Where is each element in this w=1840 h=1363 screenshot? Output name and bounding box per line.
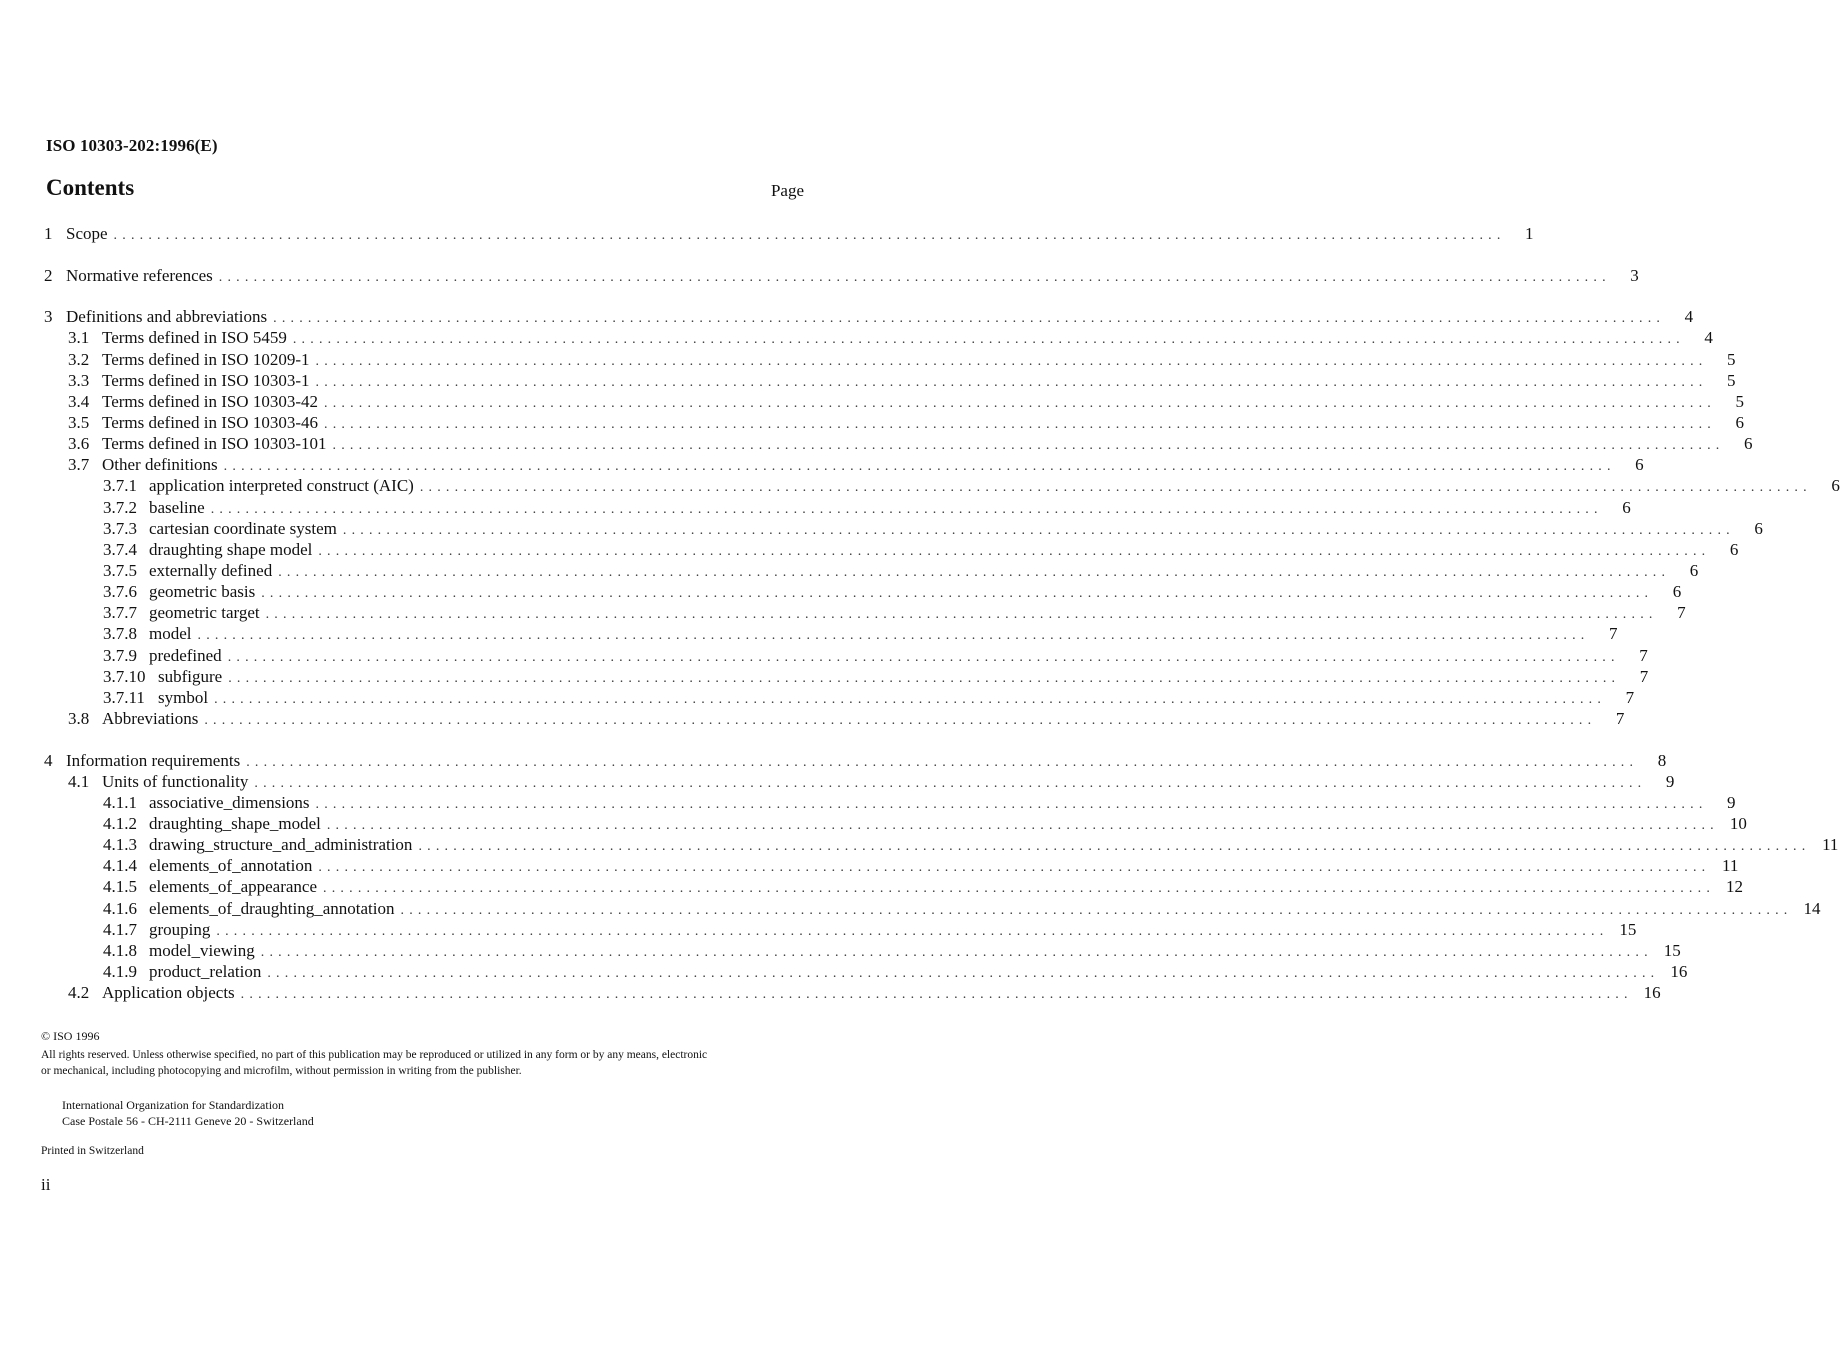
toc-entry-title: Other definitions (102, 455, 218, 475)
toc-entry-title: Definitions and abbreviations (66, 307, 268, 327)
toc-entry-title: elements_of_annotation (149, 856, 313, 876)
dot-leader: ................................................................................................................................................................ (332, 438, 1725, 454)
toc-entry[interactable] (44, 919, 1637, 940)
dot-leader: ................................................................................................................................................................ (228, 670, 1621, 686)
dot-leader: ................................................................................................................................................................ (418, 839, 1811, 855)
toc-entry-page: 7 (1639, 666, 1649, 686)
toc-entry[interactable] (44, 982, 1661, 1003)
toc-entry-number: 3.7.10 (103, 666, 146, 686)
toc-entry-page: 15 (1663, 940, 1681, 960)
toc-entry-page: 16 (1643, 983, 1661, 1003)
toc-entry-page: 1 (1525, 224, 1534, 243)
toc-entry-number: 4.1.2 (103, 814, 137, 834)
toc-entry-title: baseline (149, 497, 205, 517)
toc-entry[interactable] (44, 792, 1736, 813)
toc-entry-title: symbol (158, 687, 209, 707)
toc-entry[interactable] (44, 834, 1839, 855)
dot-leader: ................................................................................................................................................................ (324, 395, 1716, 411)
dot-leader: ................................................................................................................................................................ (204, 712, 1597, 728)
dot-leader: ................................................................................................................................................................ (210, 501, 1603, 517)
toc-entry-number: 4.1.1 (103, 792, 137, 812)
toc-entry-number: 3.7.8 (103, 624, 137, 644)
toc-entry[interactable] (44, 961, 1688, 982)
toc-entry-page: 11 (1822, 835, 1839, 855)
dot-leader: ................................................................................................................................................................ (324, 416, 1716, 432)
page-column-heading: Page (770, 181, 804, 200)
toc-entry-page: 7 (1639, 645, 1648, 665)
toc-entry-title: elements_of_draughting_annotation (149, 898, 395, 918)
toc-entry[interactable] (44, 412, 1744, 433)
dot-leader: ................................................................................................................................................................ (260, 944, 1653, 960)
toc-entry-title: Terms defined in ISO 10303-101 (102, 434, 327, 454)
toc-entry-number: 3.5 (68, 412, 90, 432)
toc-entry[interactable] (44, 349, 1736, 370)
dot-leader: ................................................................................................................................................................ (323, 881, 1716, 897)
toc-entry[interactable] (44, 433, 1753, 454)
toc-entry-number: 4.1.8 (103, 940, 137, 960)
dot-leader: ................................................................................................................................................................ (315, 374, 1708, 390)
toc-entry-number: 4.1.3 (103, 835, 137, 855)
dot-leader: ................................................................................................................................................................ (240, 987, 1633, 1003)
organization-address (62, 1097, 314, 1129)
toc-entry-title: application interpreted construct (AIC) (149, 476, 414, 496)
toc-entry-title: Information requirements (66, 750, 241, 770)
toc-entry-page: 7 (1609, 624, 1618, 644)
toc-entry-number: 3.7 (68, 455, 90, 475)
toc-entry-title: Terms defined in ISO 10303-42 (102, 391, 318, 411)
toc-entry-title: grouping (149, 919, 211, 939)
toc-entry[interactable] (44, 475, 1840, 496)
toc-entry-page: 6 (1729, 539, 1739, 559)
toc-entry[interactable] (44, 623, 1618, 644)
toc-entry-page: 6 (1744, 434, 1753, 454)
toc-entry-number: 4.1.4 (103, 856, 137, 876)
toc-entry[interactable] (44, 539, 1739, 560)
toc-entry-number: 4 (44, 750, 53, 770)
toc-entry-number: 4.1.9 (103, 962, 137, 981)
toc-entry[interactable] (44, 391, 1744, 412)
toc-entry-page: 4 (1684, 307, 1694, 327)
toc-entry-number: 1 (44, 224, 53, 243)
toc-entry-title: product_relation (149, 962, 262, 981)
dot-leader: ................................................................................................................................................................ (223, 459, 1616, 475)
dot-leader: ................................................................................................................................................................ (113, 228, 1506, 243)
toc-entry-title: draughting shape model (149, 539, 313, 559)
toc-entry-page: 6 (1735, 412, 1744, 432)
toc-entry-page: 7 (1615, 708, 1625, 728)
dot-leader: ................................................................................................................................................................ (342, 522, 1735, 538)
toc-entry-title: Terms defined in ISO 10303-46 (102, 412, 318, 432)
dot-leader: ................................................................................................................................................................ (197, 628, 1590, 644)
toc-entry-page: 6 (1831, 476, 1840, 496)
toc-entry[interactable] (44, 560, 1699, 581)
toc-entry[interactable] (44, 771, 1675, 792)
dot-leader: ................................................................................................................................................................ (318, 543, 1711, 559)
toc-entry-title: model_viewing (149, 940, 255, 960)
toc-entry-number: 3.7.2 (103, 497, 137, 517)
toc-entry-title: drawing_structure_and_administration (149, 835, 413, 855)
toc-entry-title: Units of functionality (102, 771, 249, 791)
toc-entry-page: 16 (1670, 962, 1688, 981)
toc-entry[interactable] (44, 602, 1686, 623)
toc-entry-number: 4.1.7 (103, 919, 137, 939)
dot-leader: ................................................................................................................................................................ (218, 269, 1611, 285)
document-id: ISO 10303-202:1996(E) (46, 136, 218, 155)
rights-statement (41, 1047, 811, 1079)
toc-entry[interactable] (44, 370, 1736, 391)
toc-entry[interactable] (44, 940, 1681, 961)
toc-entry-number: 3.7.5 (103, 560, 137, 580)
dot-leader: ................................................................................................................................................................ (261, 586, 1654, 602)
toc-entry-title: model (149, 624, 192, 644)
dot-leader: ................................................................................................................................................................ (326, 818, 1719, 834)
toc-entry-page: 6 (1635, 455, 1644, 475)
dot-leader: ................................................................................................................................................................ (292, 332, 1685, 348)
dot-leader: ................................................................................................................................................................ (400, 902, 1793, 918)
toc-entry-title: Normative references (66, 265, 213, 285)
toc-entry-page: 8 (1657, 750, 1667, 770)
dot-leader: ................................................................................................................................................................ (419, 480, 1812, 496)
toc-entry-title: draughting_shape_model (149, 814, 321, 834)
dot-leader: ................................................................................................................................................................ (227, 649, 1620, 665)
toc-entry[interactable] (44, 306, 1694, 327)
toc-entry-number: 3.3 (68, 370, 90, 390)
toc-entry[interactable] (44, 454, 1644, 475)
toc-entry-page: 7 (1677, 603, 1686, 623)
contents-title: Contents (46, 175, 135, 200)
toc-entry-title: Application objects (102, 983, 235, 1003)
rights-line: or mechanical, including photocopying and microfilm, without permission in writing from the publisher. (41, 1065, 522, 1077)
organization-postal-address: Case Postale 56 - CH-2111 Geneve 20 - Switzerland (62, 1114, 314, 1128)
toc-entry[interactable] (44, 666, 1649, 687)
toc-entry-number: 4.1.6 (103, 898, 137, 918)
toc-entry[interactable] (44, 855, 1739, 876)
toc-entry[interactable] (44, 327, 1713, 348)
toc-entry-number: 2 (44, 265, 53, 285)
toc-entry-title: subfigure (158, 666, 223, 686)
toc-entry-page: 6 (1622, 497, 1631, 517)
dot-leader: ................................................................................................................................................................ (315, 353, 1708, 369)
toc-entry-title: elements_of_appearance (149, 877, 318, 897)
toc-entry-page: 15 (1619, 919, 1637, 939)
dot-leader: ................................................................................................................................................................ (216, 923, 1609, 939)
toc-entry[interactable] (44, 223, 1534, 244)
toc-entry-number: 3.7.6 (103, 582, 137, 602)
dot-leader: ................................................................................................................................................................ (267, 966, 1660, 981)
toc-entry-number: 3.4 (68, 391, 90, 411)
toc-entry[interactable] (44, 750, 1667, 771)
toc-entry-number: 3.8 (68, 708, 90, 728)
table-of-contents (44, 223, 1840, 1003)
toc-entry-page: 9 (1727, 792, 1736, 812)
toc-entry-page: 12 (1726, 877, 1744, 897)
toc-entry[interactable] (44, 813, 1747, 834)
toc-entry-page: 7 (1625, 687, 1635, 707)
toc-entry-title: predefined (149, 645, 222, 665)
toc-entry-page: 11 (1721, 856, 1739, 876)
toc-entry-title: cartesian coordinate system (149, 518, 337, 538)
toc-entry-title: Terms defined in ISO 10303-1 (102, 370, 310, 390)
dot-leader: ................................................................................................................................................................ (265, 607, 1658, 623)
toc-entry-number: 3.7.1 (103, 476, 137, 496)
page-number: ii (41, 1175, 51, 1194)
toc-entry[interactable] (44, 876, 1744, 897)
toc-entry-page: 5 (1735, 391, 1744, 411)
toc-entry-number: 3 (44, 307, 53, 327)
toc-entry-page: 9 (1665, 771, 1675, 791)
dot-leader: ................................................................................................................................................................ (254, 775, 1647, 791)
organization-name: International Organization for Standardization (62, 1098, 285, 1112)
toc-entry[interactable] (44, 518, 1763, 539)
toc-entry-number: 3.7.9 (103, 645, 137, 665)
toc-entry-number: 3.7.7 (103, 603, 137, 623)
toc-entry[interactable] (44, 687, 1635, 708)
toc-entry-number: 4.1 (68, 771, 90, 791)
toc-entry[interactable] (44, 645, 1648, 666)
toc-entry-page: 5 (1727, 349, 1736, 369)
toc-entry[interactable] (44, 265, 1639, 286)
toc-entry-number: 4.2 (68, 983, 90, 1003)
toc-entry-number: 3.7.4 (103, 539, 137, 559)
toc-entry[interactable] (44, 581, 1682, 602)
toc-entry-number: 3.7.3 (103, 518, 137, 538)
toc-entry-page: 3 (1630, 265, 1639, 285)
toc-entry-number: 3.2 (68, 349, 90, 369)
dot-leader: ................................................................................................................................................................ (273, 311, 1666, 327)
dot-leader: ................................................................................................................................................................ (278, 564, 1671, 580)
toc-entry-title: geometric basis (149, 582, 256, 602)
toc-entry-number: 3.1 (68, 328, 90, 348)
toc-entry-page: 4 (1704, 328, 1713, 348)
toc-entry-number: 4.1.5 (103, 877, 137, 897)
toc-entry-title: Terms defined in ISO 10209-1 (102, 349, 310, 369)
toc-entry-page: 10 (1729, 814, 1747, 834)
dot-leader: ................................................................................................................................................................ (246, 754, 1639, 770)
rights-line: All rights reserved. Unless otherwise specified, no part of this publication may be reproduced or utilized in any form or by any means, electronic (41, 1049, 708, 1061)
toc-entry-page: 6 (1754, 518, 1763, 538)
dot-leader: ................................................................................................................................................................ (214, 691, 1607, 707)
toc-entry-page: 6 (1689, 560, 1699, 580)
toc-entry[interactable] (44, 708, 1625, 729)
toc-entry-page: 5 (1727, 370, 1736, 390)
toc-entry-title: Scope (66, 224, 108, 243)
toc-entry-title: Abbreviations (102, 708, 199, 728)
toc-entry-title: externally defined (149, 560, 273, 580)
dot-leader: ................................................................................................................................................................ (318, 860, 1711, 876)
toc-entry-number: 3.7.11 (103, 687, 145, 707)
copyright-notice: © ISO 1996 (41, 1029, 100, 1043)
printed-in: Printed in Switzerland (41, 1145, 144, 1157)
toc-entry-title: associative_dimensions (149, 792, 310, 812)
dot-leader: ................................................................................................................................................................ (315, 796, 1708, 812)
toc-entry[interactable] (44, 898, 1821, 919)
toc-entry-number: 3.6 (68, 434, 90, 454)
toc-entry[interactable] (44, 497, 1631, 518)
toc-entry-title: Terms defined in ISO 5459 (102, 328, 287, 348)
toc-entry-page: 14 (1803, 898, 1821, 918)
toc-entry-page: 6 (1672, 582, 1682, 602)
toc-entry-title: geometric target (149, 603, 260, 623)
